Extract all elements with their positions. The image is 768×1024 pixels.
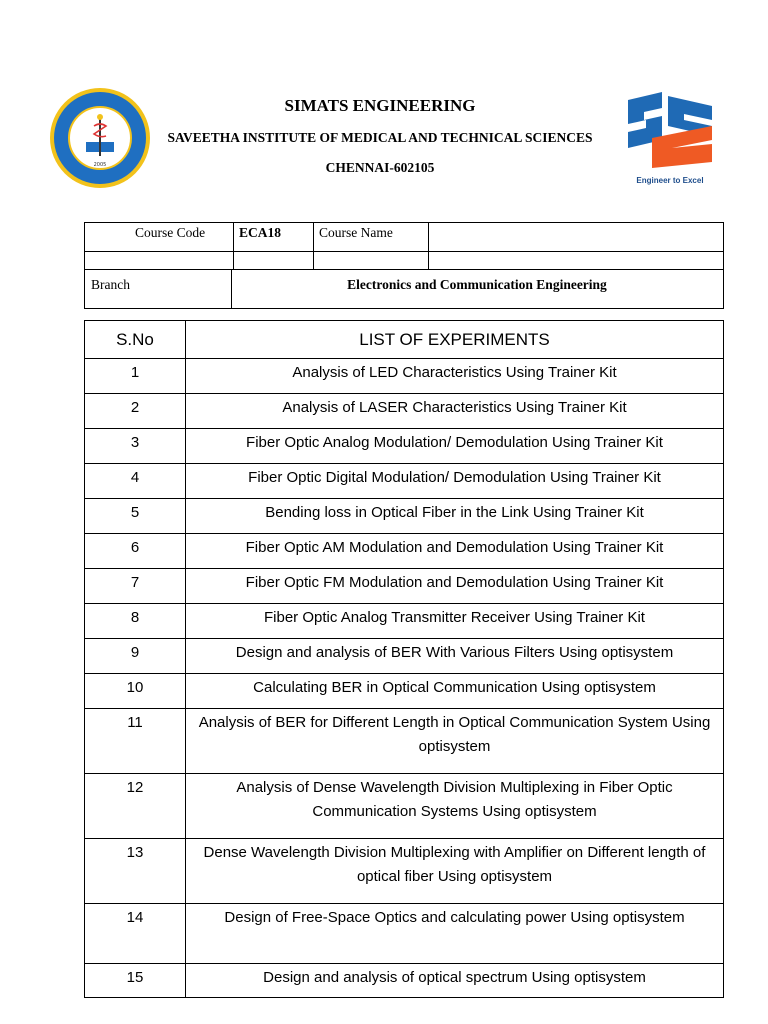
experiment-number: 2 (85, 394, 186, 429)
svg-text:2005: 2005 (93, 162, 107, 168)
experiment-number: 10 (85, 674, 186, 709)
experiment-title: Fiber Optic AM Modulation and Demodulation Using Trainer Kit (186, 534, 724, 569)
table-row (85, 839, 724, 904)
table-row (85, 429, 724, 464)
table-row (85, 674, 724, 709)
page-title: SIMATS ENGINEERING (284, 96, 476, 115)
experiment-title: Fiber Optic FM Modulation and Demodulation Using Trainer Kit (186, 569, 724, 604)
table-row (85, 964, 724, 998)
table-row (85, 394, 724, 429)
experiment-title: Design of Free-Space Optics and calculating power Using optisystem (186, 904, 724, 964)
table-row (85, 709, 724, 774)
sse-logo (622, 90, 718, 190)
experiment-title: Dense Wavelength Division Multiplexing with Amplifier on Different length of optical fiber Using optisystem (186, 839, 724, 904)
table-row (85, 534, 724, 569)
experiment-number: 11 (85, 709, 186, 774)
table-row (85, 604, 724, 639)
branch-label: Branch (91, 277, 130, 292)
table-row (85, 639, 724, 674)
experiment-number: 15 (85, 964, 186, 998)
column-header-sno: S.No (85, 321, 186, 359)
experiment-number: 9 (85, 639, 186, 674)
table-row (85, 464, 724, 499)
experiment-title: Design and analysis of BER With Various Filters Using optisystem (186, 639, 724, 674)
table-row (85, 569, 724, 604)
experiment-number: 7 (85, 569, 186, 604)
experiment-number: 3 (85, 429, 186, 464)
course-code-value: ECA18 (239, 225, 282, 240)
experiments-table (84, 320, 724, 998)
experiment-number: 5 (85, 499, 186, 534)
experiment-title: Fiber Optic Analog Transmitter Receiver Using Trainer Kit (186, 604, 724, 639)
sse-mark-icon (622, 90, 718, 170)
experiment-title: Bending loss in Optical Fiber in the Link Using Trainer Kit (186, 499, 724, 534)
experiment-number: 1 (85, 359, 186, 394)
experiment-number: 14 (85, 904, 186, 964)
university-seal-logo (48, 86, 152, 190)
column-header-experiments: LIST OF EXPERIMENTS (186, 321, 724, 359)
institute-city: CHENNAI-602105 (325, 160, 435, 175)
experiment-number: 12 (85, 774, 186, 839)
experiment-title: Analysis of LASER Characteristics Using Trainer Kit (186, 394, 724, 429)
experiment-title: Analysis of BER for Different Length in Optical Communication System Using optisystem (186, 709, 724, 774)
course-code-label: Course Code (135, 225, 206, 240)
institute-name: SAVEETHA INSTITUTE OF MEDICAL AND TECHNICAL SCIENCES (167, 130, 593, 145)
logo-tagline: Engineer to Excel (636, 176, 704, 185)
experiment-number: 8 (85, 604, 186, 639)
experiment-title: Fiber Optic Analog Modulation/ Demodulation Using Trainer Kit (186, 429, 724, 464)
experiment-title: Analysis of Dense Wavelength Division Multiplexing in Fiber Optic Communication Systems Using optisystem (186, 774, 724, 839)
experiment-number: 6 (85, 534, 186, 569)
table-row (85, 774, 724, 839)
table-row (85, 499, 724, 534)
branch-value: Electronics and Communication Engineering (347, 277, 607, 292)
experiment-number: 4 (85, 464, 186, 499)
course-info-table (84, 222, 724, 309)
table-row (85, 904, 724, 964)
experiment-title: Fiber Optic Digital Modulation/ Demodulation Using Trainer Kit (186, 464, 724, 499)
experiment-title: Analysis of LED Characteristics Using Trainer Kit (186, 359, 724, 394)
table-header-row (85, 321, 724, 359)
experiment-title: Design and analysis of optical spectrum Using optisystem (186, 964, 724, 998)
course-name-label: Course Name (319, 225, 393, 240)
experiment-title: Calculating BER in Optical Communication Using optisystem (186, 674, 724, 709)
experiment-number: 13 (85, 839, 186, 904)
table-row (85, 359, 724, 394)
